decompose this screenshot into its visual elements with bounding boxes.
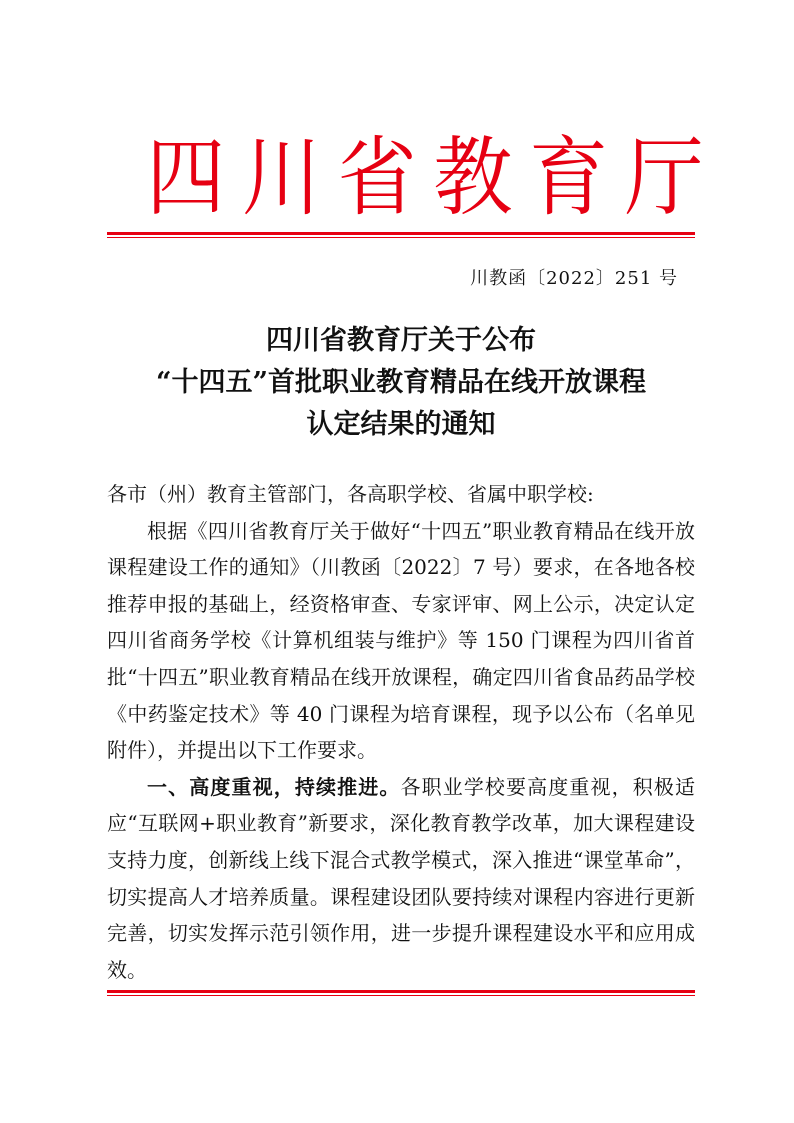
title-line: 认定结果的通知 — [306, 409, 496, 440]
section-text: 各职业学校要高度重视，积极适应“互联网+职业教育”新要求，深化教育教学改革，加大课程建设支持力度，创新线上线下混合式教学模式，深入推进“课堂革命”，切实提高人才培养质量。课程建设团队要持续对课程内容进行更新完善，切实发挥示范引领作用，进一步提升课程建设水平和应用成效。 — [107, 774, 696, 982]
salutation: 各市（州）教育主管部门，各高职学校、省属中职学校: — [107, 482, 594, 506]
title-line: 四川省教育厅关于公布 — [266, 325, 536, 356]
red-divider-bottom — [107, 990, 695, 996]
masthead-char: 川 — [241, 128, 322, 228]
title-line: “十四五”首批职业教育精品在线开放课程 — [155, 367, 647, 398]
section-heading: 一、高度重视，持续推进。 — [147, 774, 401, 799]
red-divider-top — [107, 232, 695, 238]
masthead-char: 教 — [433, 128, 513, 228]
masthead-char: 育 — [529, 128, 609, 228]
paragraph: 根据《四川省教育厅关于做好“十四五”职业教育精品在线开放课程建设工作的通知》（川教函〔2022〕7 号）要求，在各地各校推荐申报的基础上，经资格审查、专家评审、网上公示，决定认定四川省商务学校《计算机组装与维护》等 150 门课程为四川省首批“十四五”职业教育精品在线开放课程，确定四川省食品药品学校《中药鉴定技术》等 40 门课程为培育课程，现予以公布（名单见附件），并提出以下工作要求。 — [107, 518, 695, 763]
paragraph — [107, 769, 695, 989]
masthead-title — [138, 128, 704, 228]
document-number: 川教函〔2022〕251 号 — [470, 268, 678, 289]
document-title — [107, 320, 695, 446]
masthead-char: 四 — [146, 128, 226, 228]
document-body — [107, 476, 695, 988]
masthead-char: 厅 — [624, 128, 704, 228]
masthead-char: 省 — [337, 128, 417, 228]
